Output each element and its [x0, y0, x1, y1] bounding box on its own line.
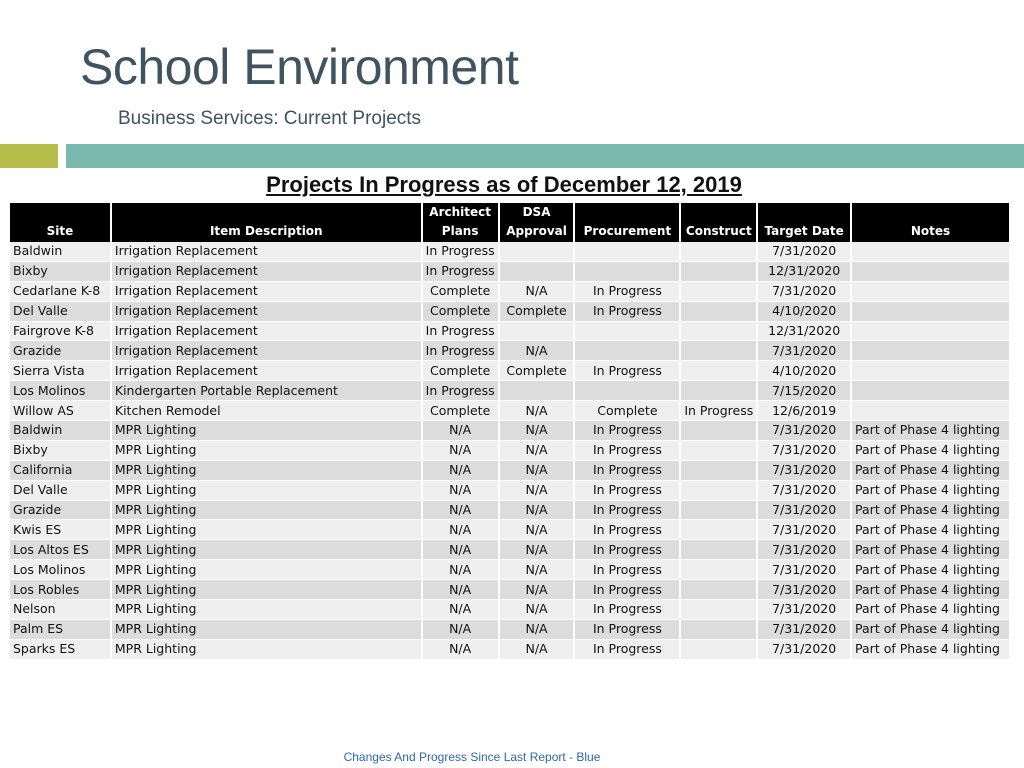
cell-procurement: In Progress — [575, 640, 679, 660]
table-row — [10, 322, 1009, 342]
cell-dsa-approval: N/A — [500, 620, 574, 640]
cell-site: Kwis ES — [10, 520, 110, 540]
cell-site: Los Altos ES — [10, 540, 110, 560]
table-row — [10, 421, 1009, 441]
table-row — [10, 600, 1009, 620]
cell-target-date: 7/31/2020 — [758, 441, 850, 461]
cell-architect-plans: N/A — [423, 620, 498, 640]
cell-dsa-approval: N/A — [500, 640, 574, 660]
column-header-dsa-line2: Approval — [506, 224, 567, 238]
cell-architect-plans: In Progress — [423, 262, 498, 282]
cell-procurement: In Progress — [575, 580, 679, 600]
cell-construct — [681, 322, 756, 342]
cell-site: Willow AS — [10, 401, 110, 421]
cell-architect-plans: N/A — [423, 520, 498, 540]
cell-target-date: 7/31/2020 — [758, 242, 850, 262]
cell-notes: Part of Phase 4 lighting — [852, 501, 1009, 521]
cell-description: MPR Lighting — [112, 560, 421, 580]
cell-description: MPR Lighting — [112, 461, 421, 481]
accent-bar-teal — [66, 144, 1024, 168]
cell-construct — [681, 620, 756, 640]
cell-notes — [852, 341, 1009, 361]
cell-description: Irrigation Replacement — [112, 322, 421, 342]
cell-site: Baldwin — [10, 242, 110, 262]
cell-description: MPR Lighting — [112, 580, 421, 600]
cell-construct — [681, 520, 756, 540]
cell-notes — [852, 242, 1009, 262]
projects-table — [8, 203, 1011, 660]
cell-target-date: 7/31/2020 — [758, 481, 850, 501]
cell-construct — [681, 461, 756, 481]
accent-bar-green — [0, 144, 58, 168]
column-header-construct: Construct — [681, 203, 756, 242]
cell-construct — [681, 341, 756, 361]
cell-dsa-approval: N/A — [500, 441, 574, 461]
cell-dsa-approval: Complete — [500, 302, 574, 322]
cell-procurement: In Progress — [575, 620, 679, 640]
cell-architect-plans: N/A — [423, 421, 498, 441]
cell-procurement: In Progress — [575, 441, 679, 461]
column-header-notes: Notes — [852, 203, 1009, 242]
cell-notes: Part of Phase 4 lighting — [852, 600, 1009, 620]
cell-notes: Part of Phase 4 lighting — [852, 481, 1009, 501]
cell-site: Los Molinos — [10, 381, 110, 401]
cell-procurement: In Progress — [575, 600, 679, 620]
cell-description: Irrigation Replacement — [112, 282, 421, 302]
cell-site: Grazide — [10, 501, 110, 521]
column-header-description: Item Description — [112, 203, 421, 242]
cell-notes — [852, 361, 1009, 381]
cell-description: Irrigation Replacement — [112, 262, 421, 282]
cell-dsa-approval: N/A — [500, 481, 574, 501]
cell-procurement: In Progress — [575, 461, 679, 481]
cell-procurement: In Progress — [575, 421, 679, 441]
cell-description: Kitchen Remodel — [112, 401, 421, 421]
cell-dsa-approval: Complete — [500, 361, 574, 381]
table-row — [10, 620, 1009, 640]
cell-description: MPR Lighting — [112, 620, 421, 640]
cell-procurement: Complete — [575, 401, 679, 421]
cell-site: Baldwin — [10, 421, 110, 441]
slide-title: School Environment — [80, 39, 519, 95]
table-row — [10, 520, 1009, 540]
cell-dsa-approval: N/A — [500, 461, 574, 481]
cell-construct — [681, 560, 756, 580]
cell-architect-plans: N/A — [423, 441, 498, 461]
cell-dsa-approval: N/A — [500, 520, 574, 540]
cell-construct — [681, 262, 756, 282]
cell-description: MPR Lighting — [112, 520, 421, 540]
cell-notes: Part of Phase 4 lighting — [852, 640, 1009, 660]
cell-construct — [681, 600, 756, 620]
cell-notes: Part of Phase 4 lighting — [852, 620, 1009, 640]
cell-notes: Part of Phase 4 lighting — [852, 441, 1009, 461]
cell-description: Irrigation Replacement — [112, 341, 421, 361]
cell-description: MPR Lighting — [112, 441, 421, 461]
cell-architect-plans: In Progress — [423, 381, 498, 401]
cell-description: MPR Lighting — [112, 540, 421, 560]
cell-construct: In Progress — [681, 401, 756, 421]
cell-target-date: 7/15/2020 — [758, 381, 850, 401]
cell-procurement — [575, 262, 679, 282]
column-header-dsa-line1: DSA — [522, 205, 551, 219]
cell-procurement: In Progress — [575, 302, 679, 322]
table-row — [10, 401, 1009, 421]
cell-notes — [852, 262, 1009, 282]
cell-architect-plans: In Progress — [423, 341, 498, 361]
cell-target-date: 4/10/2020 — [758, 361, 850, 381]
cell-description: MPR Lighting — [112, 600, 421, 620]
table-row — [10, 540, 1009, 560]
cell-description: Irrigation Replacement — [112, 361, 421, 381]
cell-notes — [852, 401, 1009, 421]
cell-procurement: In Progress — [575, 560, 679, 580]
cell-target-date: 4/10/2020 — [758, 302, 850, 322]
cell-notes — [852, 322, 1009, 342]
table-row — [10, 302, 1009, 322]
cell-notes — [852, 282, 1009, 302]
table-row — [10, 640, 1009, 660]
cell-construct — [681, 242, 756, 262]
cell-architect-plans: N/A — [423, 501, 498, 521]
cell-dsa-approval: N/A — [500, 540, 574, 560]
cell-target-date: 7/31/2020 — [758, 620, 850, 640]
column-header-architect-line2: Plans — [441, 224, 479, 238]
cell-dsa-approval: N/A — [500, 401, 574, 421]
cell-architect-plans: N/A — [423, 640, 498, 660]
cell-procurement — [575, 381, 679, 401]
table-title: Projects In Progress as of December 12, 2019 — [266, 172, 742, 197]
cell-site: Grazide — [10, 341, 110, 361]
cell-procurement: In Progress — [575, 481, 679, 501]
cell-architect-plans: N/A — [423, 461, 498, 481]
cell-dsa-approval: N/A — [500, 421, 574, 441]
cell-target-date: 7/31/2020 — [758, 501, 850, 521]
cell-target-date: 7/31/2020 — [758, 282, 850, 302]
cell-target-date: 7/31/2020 — [758, 461, 850, 481]
cell-architect-plans: N/A — [423, 580, 498, 600]
cell-procurement — [575, 242, 679, 262]
cell-procurement — [575, 341, 679, 361]
cell-description: MPR Lighting — [112, 640, 421, 660]
cell-construct — [681, 381, 756, 401]
cell-dsa-approval: N/A — [500, 560, 574, 580]
cell-construct — [681, 481, 756, 501]
cell-site: Palm ES — [10, 620, 110, 640]
table-row — [10, 501, 1009, 521]
cell-site: Del Valle — [10, 481, 110, 501]
cell-notes: Part of Phase 4 lighting — [852, 421, 1009, 441]
cell-construct — [681, 282, 756, 302]
cell-site: Sparks ES — [10, 640, 110, 660]
cell-notes: Part of Phase 4 lighting — [852, 461, 1009, 481]
cell-architect-plans: Complete — [423, 401, 498, 421]
cell-dsa-approval — [500, 262, 574, 282]
footer-note: Changes And Progress Since Last Report - Blue — [343, 750, 601, 764]
cell-architect-plans: Complete — [423, 282, 498, 302]
cell-target-date: 7/31/2020 — [758, 600, 850, 620]
cell-architect-plans: N/A — [423, 600, 498, 620]
cell-architect-plans: N/A — [423, 540, 498, 560]
cell-description: Irrigation Replacement — [112, 242, 421, 262]
cell-procurement — [575, 322, 679, 342]
cell-target-date: 12/6/2019 — [758, 401, 850, 421]
cell-dsa-approval: N/A — [500, 580, 574, 600]
cell-construct — [681, 580, 756, 600]
column-header-site: Site — [10, 203, 110, 242]
cell-target-date: 7/31/2020 — [758, 341, 850, 361]
cell-target-date: 7/31/2020 — [758, 560, 850, 580]
cell-site: Fairgrove K-8 — [10, 322, 110, 342]
cell-notes: Part of Phase 4 lighting — [852, 580, 1009, 600]
table-row — [10, 262, 1009, 282]
cell-site: Del Valle — [10, 302, 110, 322]
cell-construct — [681, 441, 756, 461]
table-row — [10, 560, 1009, 580]
cell-description: Kindergarten Portable Replacement — [112, 381, 421, 401]
table-row — [10, 361, 1009, 381]
cell-dsa-approval — [500, 242, 574, 262]
cell-target-date: 12/31/2020 — [758, 262, 850, 282]
column-header-dsa-approval — [500, 203, 574, 242]
cell-target-date: 12/31/2020 — [758, 322, 850, 342]
cell-construct — [681, 540, 756, 560]
cell-procurement: In Progress — [575, 520, 679, 540]
column-header-target-date: Target Date — [758, 203, 850, 242]
cell-target-date: 7/31/2020 — [758, 640, 850, 660]
cell-architect-plans: Complete — [423, 302, 498, 322]
table-row — [10, 441, 1009, 461]
cell-description: MPR Lighting — [112, 501, 421, 521]
cell-construct — [681, 302, 756, 322]
cell-target-date: 7/31/2020 — [758, 580, 850, 600]
table-row — [10, 341, 1009, 361]
cell-site: Bixby — [10, 262, 110, 282]
slide-subtitle: Business Services: Current Projects — [118, 108, 422, 129]
table-body — [10, 242, 1009, 660]
cell-architect-plans: In Progress — [423, 322, 498, 342]
cell-notes — [852, 302, 1009, 322]
cell-procurement: In Progress — [575, 501, 679, 521]
cell-construct — [681, 640, 756, 660]
cell-construct — [681, 501, 756, 521]
cell-construct — [681, 361, 756, 381]
table-row — [10, 481, 1009, 501]
table-row — [10, 242, 1009, 262]
cell-procurement: In Progress — [575, 540, 679, 560]
cell-site: Cedarlane K-8 — [10, 282, 110, 302]
cell-notes: Part of Phase 4 lighting — [852, 520, 1009, 540]
cell-site: Nelson — [10, 600, 110, 620]
cell-description: MPR Lighting — [112, 481, 421, 501]
cell-dsa-approval: N/A — [500, 341, 574, 361]
cell-site: Sierra Vista — [10, 361, 110, 381]
cell-dsa-approval: N/A — [500, 600, 574, 620]
cell-architect-plans: Complete — [423, 361, 498, 381]
cell-notes — [852, 381, 1009, 401]
cell-dsa-approval — [500, 381, 574, 401]
table-row — [10, 381, 1009, 401]
cell-procurement: In Progress — [575, 282, 679, 302]
cell-site: Bixby — [10, 441, 110, 461]
cell-dsa-approval — [500, 322, 574, 342]
cell-description: Irrigation Replacement — [112, 302, 421, 322]
cell-site: California — [10, 461, 110, 481]
cell-notes: Part of Phase 4 lighting — [852, 560, 1009, 580]
cell-architect-plans: N/A — [423, 481, 498, 501]
column-header-architect-plans — [423, 203, 498, 242]
cell-site: Los Robles — [10, 580, 110, 600]
column-header-architect-line1: Architect — [429, 205, 491, 219]
cell-notes: Part of Phase 4 lighting — [852, 540, 1009, 560]
cell-site: Los Molinos — [10, 560, 110, 580]
cell-architect-plans: N/A — [423, 560, 498, 580]
cell-dsa-approval: N/A — [500, 501, 574, 521]
cell-architect-plans: In Progress — [423, 242, 498, 262]
cell-dsa-approval: N/A — [500, 282, 574, 302]
table-row — [10, 461, 1009, 481]
table-row — [10, 580, 1009, 600]
cell-procurement: In Progress — [575, 361, 679, 381]
table-row — [10, 282, 1009, 302]
cell-target-date: 7/31/2020 — [758, 421, 850, 441]
cell-target-date: 7/31/2020 — [758, 520, 850, 540]
table-header-row — [10, 203, 1009, 242]
column-header-procurement: Procurement — [575, 203, 679, 242]
cell-construct — [681, 421, 756, 441]
cell-target-date: 7/31/2020 — [758, 540, 850, 560]
cell-description: MPR Lighting — [112, 421, 421, 441]
